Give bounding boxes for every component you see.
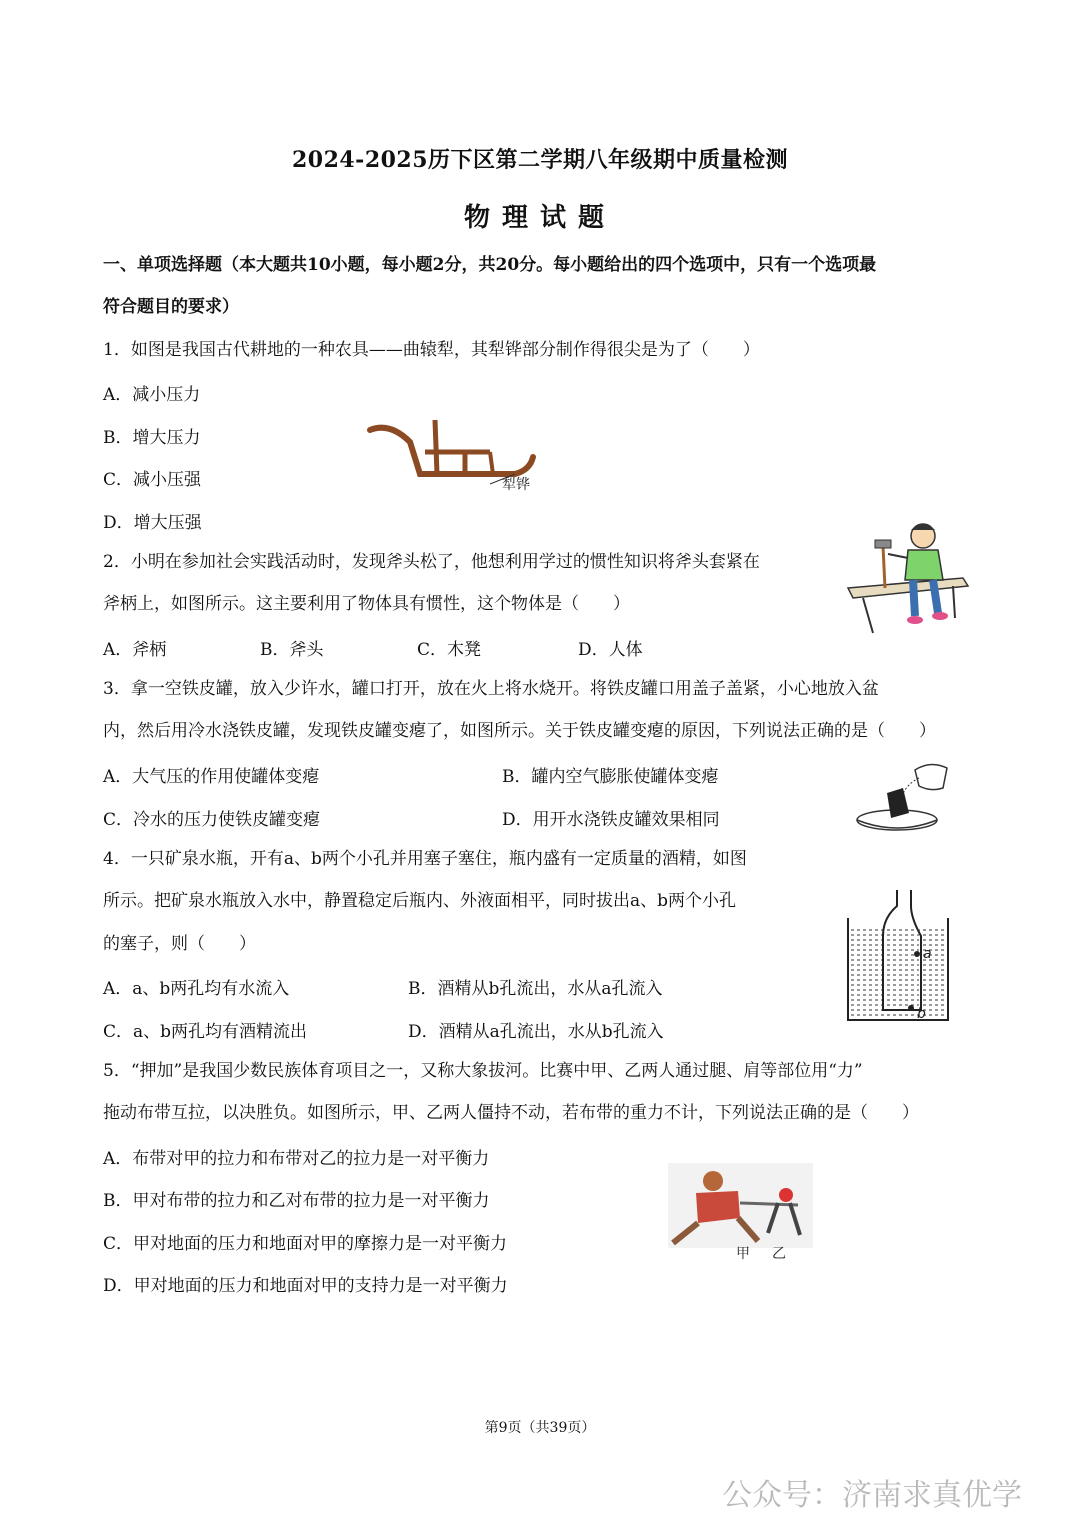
q1-option-c[interactable]: C．减小压强 [103,470,202,490]
q1-option-b[interactable]: B．增大压力 [103,428,201,448]
hole-a-label: a [923,946,932,962]
watermark: 公众号：济南求真优学 [722,1478,1022,1513]
plow-figure [365,412,545,497]
q2-option-d[interactable]: D．人体 [578,640,643,660]
q1-option-d[interactable]: D．增大压强 [103,513,202,533]
q2-option-b[interactable]: B．斧头 [260,640,324,660]
page-title: 2024-2025历下区第二学期八年级期中质量检测 [291,147,789,173]
q5-option-a[interactable]: A．布带对甲的拉力和布带对乙的拉力是一对平衡力 [103,1149,490,1169]
q4-option-a[interactable]: A．a、b两孔均有水流入 [103,979,290,999]
plow-label: 犁铧 [502,477,530,493]
q5-option-d[interactable]: D．甲对地面的压力和地面对甲的支持力是一对平衡力 [103,1276,508,1296]
q4-option-d[interactable]: D．酒精从a孔流出，水从b孔流入 [408,1022,664,1042]
q2-option-c[interactable]: C．木凳 [417,640,482,660]
page-subtitle: 物理试题 [463,203,616,233]
question-4-stem-cont: 所示。把矿泉水瓶放入水中，静置稳定后瓶内、外液面相平，同时拔出a、b两个小孔 [103,891,737,911]
q2-option-a[interactable]: A．斧柄 [103,640,167,660]
tug-figure [668,1163,813,1263]
q3-option-d[interactable]: D．用开水浇铁皮罐效果相同 [502,810,720,830]
section-heading: 一、单项选择题（本大题共10小题，每小题2分，共20分。每小题给出的四个选项中，只有一个选项最 [103,255,877,275]
section-heading-cont: 符合题目的要求） [103,297,239,317]
question-5-stem-cont: 拖动布带互拉，以决胜负。如图所示，甲、乙两人僵持不动，若布带的重力不计，下列说法正确的是（ ） [103,1103,919,1123]
q1-option-a[interactable]: A．减小压力 [103,385,201,405]
q5-option-b[interactable]: B．甲对布带的拉力和乙对布带的拉力是一对平衡力 [103,1191,490,1211]
q4-option-c[interactable]: C．a、b两孔均有酒精流出 [103,1022,308,1042]
question-5-stem: 5．“押加”是我国少数民族体育项目之一，又称大象拔河。比赛中甲、乙两人通过腿、肩等部位用“力” [103,1061,863,1081]
can-figure [855,758,955,838]
jia-label: 甲 [736,1246,750,1262]
q5-option-c[interactable]: C．甲对地面的压力和地面对甲的摩擦力是一对平衡力 [103,1234,508,1254]
q3-option-a[interactable]: A．大气压的作用使罐体变瘪 [103,767,320,787]
question-2-stem-cont: 斧柄上，如图所示。这主要利用了物体具有惯性，这个物体是（ ） [103,594,630,614]
q3-option-b[interactable]: B．罐内空气膨胀使罐体变瘪 [502,767,719,787]
question-2-stem: 2．小明在参加社会实践活动时，发现斧头松了，他想利用学过的惯性知识将斧头套紧在 [103,552,760,572]
yi-label: 乙 [772,1246,786,1262]
axe-boy-figure [843,518,973,636]
question-3-stem: 3．拿一空铁皮罐，放入少许水，罐口打开，放在火上将水烧开。将铁皮罐口用盖子盖紧，小心地放入盆 [103,679,879,699]
question-4-stem-cont2: 的塞子，则（ ） [103,934,256,954]
q3-option-c[interactable]: C．冷水的压力使铁皮罐变瘪 [103,810,321,830]
q4-option-b[interactable]: B．酒精从b孔流出，水从a孔流入 [408,979,663,999]
hole-b-label: b [917,1006,926,1022]
question-3-stem-cont: 内，然后用冷水浇铁皮罐，发现铁皮罐变瘪了，如图所示。关于铁皮罐变瘪的原因，下列说法正确的是（ ） [103,721,936,741]
question-1-stem: 1．如图是我国古代耕地的一种农具——曲辕犁，其犁铧部分制作得很尖是为了（ ） [103,340,760,360]
page-footer: 第9页（共39页） [484,1420,596,1436]
bottle-figure [845,888,950,1023]
question-4-stem: 4．一只矿泉水瓶，开有a、b两个小孔并用塞子塞住，瓶内盛有一定质量的酒精，如图 [103,849,747,869]
